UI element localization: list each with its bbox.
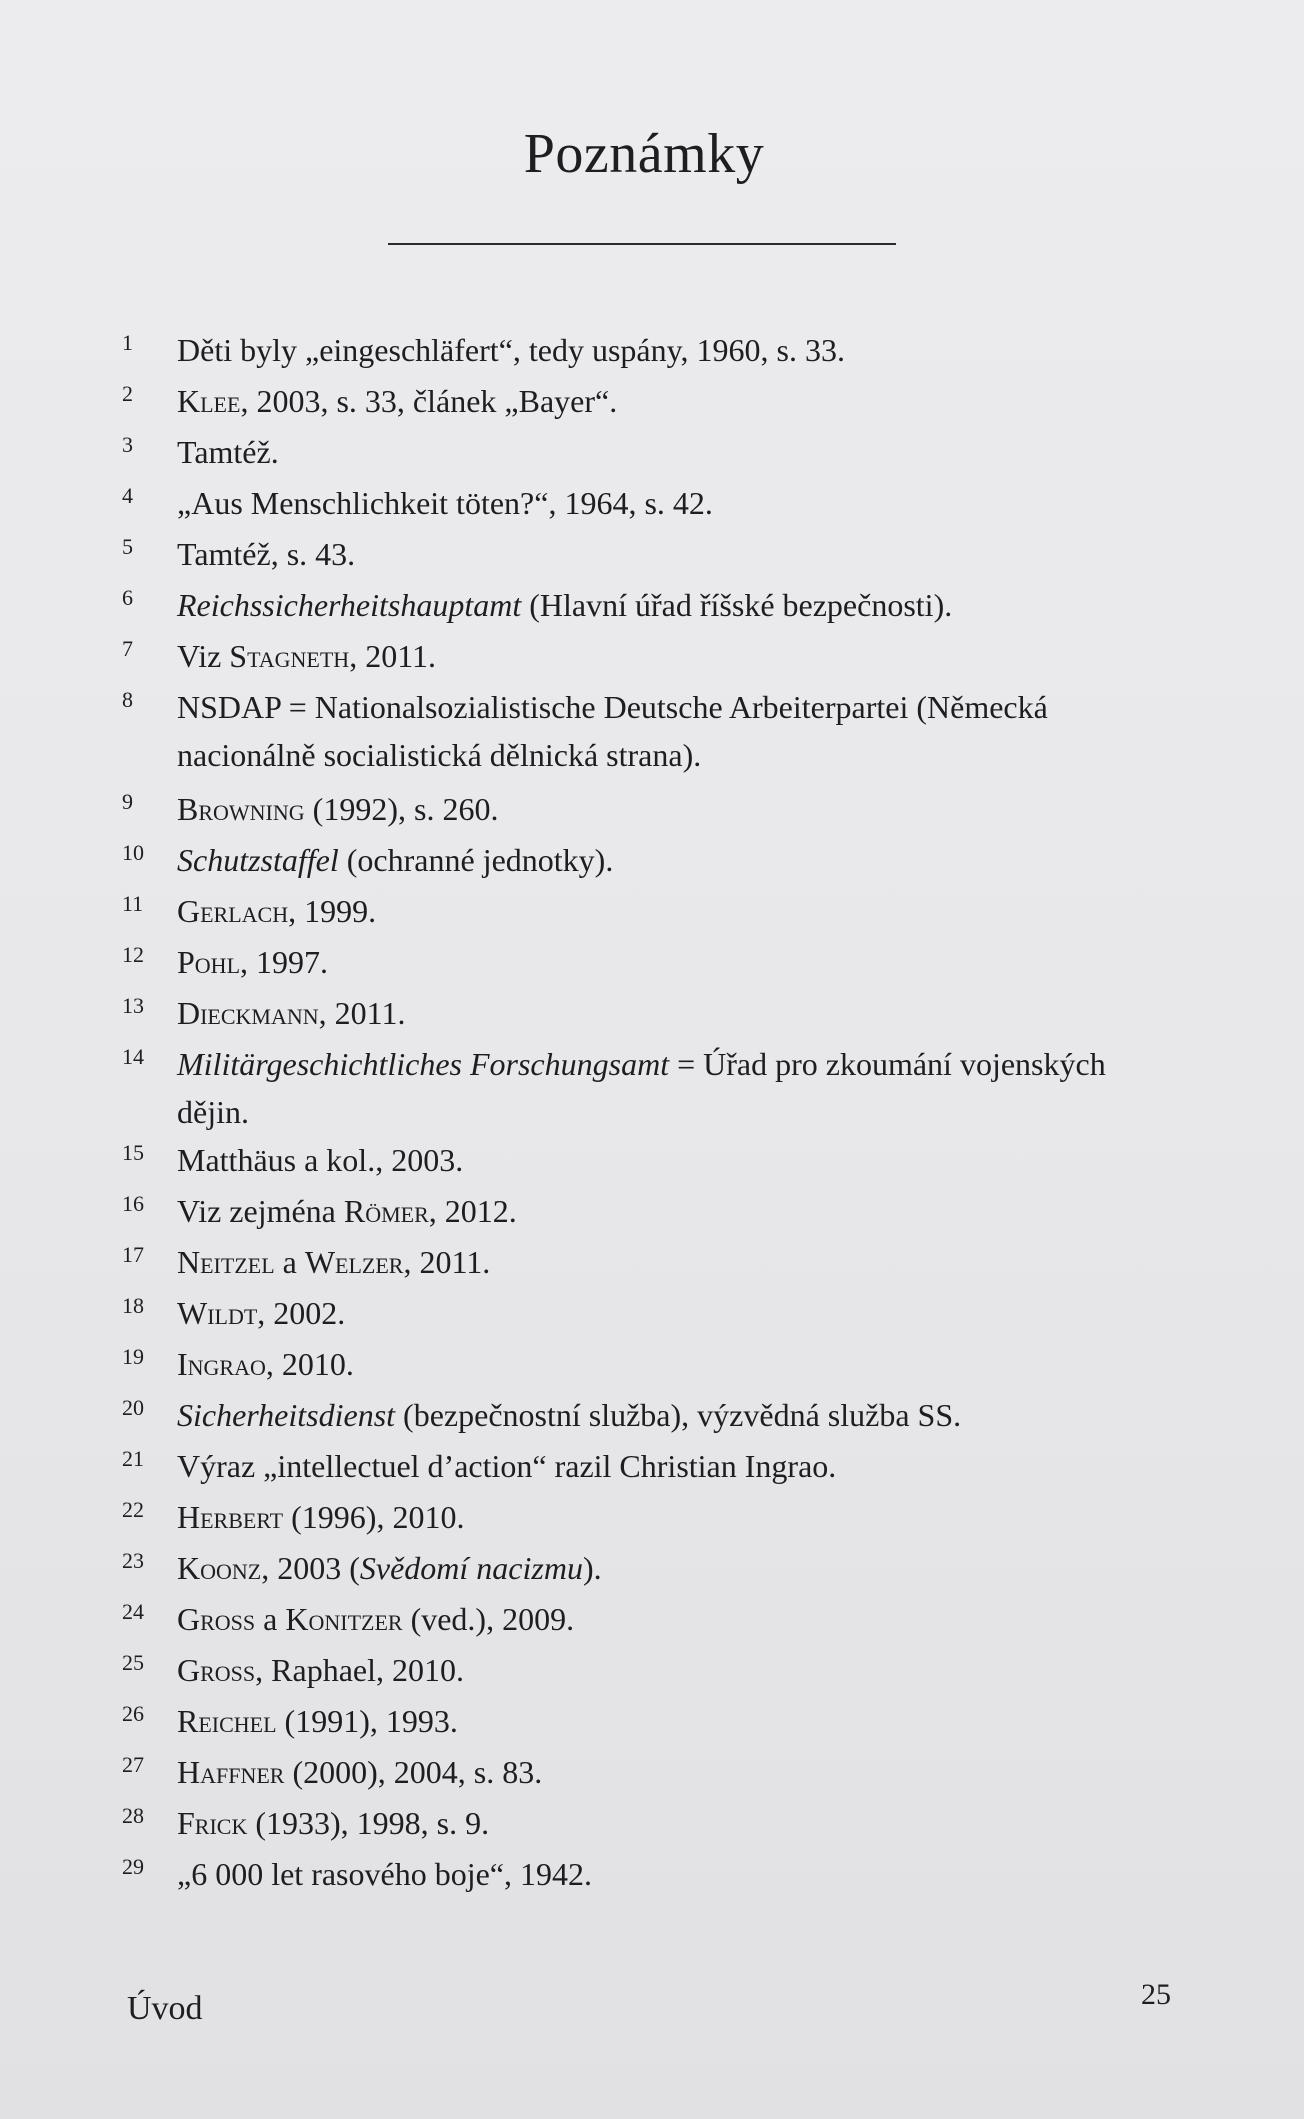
note-text bbox=[177, 638, 436, 674]
note-text bbox=[177, 1046, 1106, 1130]
note-text bbox=[177, 383, 617, 419]
italic-term: Svědomí nacizmu bbox=[359, 1550, 583, 1586]
note-text bbox=[177, 536, 355, 572]
note-text-part: , 2011. bbox=[349, 638, 436, 674]
note-item bbox=[0, 1850, 1304, 1901]
note-text bbox=[177, 944, 328, 980]
note-item bbox=[0, 785, 1304, 836]
note-text bbox=[177, 1295, 345, 1331]
italic-term: Schutzstaffel bbox=[177, 842, 339, 878]
author-name: Ingrao bbox=[177, 1346, 266, 1382]
author-name: Browning bbox=[177, 791, 305, 827]
note-text-part: , 2011. bbox=[318, 995, 406, 1031]
notes-list bbox=[0, 326, 1304, 1901]
note-item bbox=[0, 1748, 1304, 1799]
note-item bbox=[0, 1238, 1304, 1289]
note-item bbox=[0, 1646, 1304, 1697]
note-item bbox=[0, 530, 1304, 581]
note-item bbox=[0, 479, 1304, 530]
note-text-part: Viz bbox=[177, 638, 230, 674]
note-item bbox=[0, 1289, 1304, 1340]
author-name: Wildt bbox=[177, 1295, 258, 1331]
note-number: 4 bbox=[122, 483, 133, 508]
italic-term: Sicherheitsdienst bbox=[177, 1397, 396, 1433]
note-number: 24 bbox=[122, 1599, 144, 1624]
author-name: Konitzer bbox=[285, 1601, 403, 1637]
author-name: Gerlach bbox=[177, 893, 289, 929]
author-name: Herbert bbox=[177, 1499, 284, 1535]
author-name: Dieckmann bbox=[177, 995, 319, 1031]
note-text bbox=[177, 893, 376, 929]
note-number: 14 bbox=[122, 1044, 144, 1069]
title-divider bbox=[388, 243, 896, 245]
note-text-part: (2000), 2004, s. 83. bbox=[284, 1754, 543, 1790]
note-text-part: Tamtéž. bbox=[177, 434, 279, 470]
note-text-part: (1992), s. 260. bbox=[304, 791, 499, 827]
note-item bbox=[0, 683, 1304, 785]
note-text bbox=[177, 1499, 464, 1535]
author-name: Gross bbox=[177, 1652, 256, 1688]
note-number: 2 bbox=[122, 381, 133, 406]
note-number: 21 bbox=[122, 1446, 144, 1471]
note-text-part: (1933), 1998, s. 9. bbox=[247, 1805, 490, 1841]
note-text-part: , 2002. bbox=[257, 1295, 346, 1331]
note-number: 5 bbox=[122, 534, 133, 559]
note-text-part: a bbox=[255, 1601, 286, 1637]
note-item bbox=[0, 632, 1304, 683]
note-text bbox=[177, 1397, 961, 1433]
note-item bbox=[0, 836, 1304, 887]
note-text-part: Děti byly „eingeschläfert“, tedy uspány, 1960, s. 33. bbox=[177, 332, 845, 368]
note-number: 6 bbox=[122, 585, 133, 610]
note-text-part: (Hlavní úřad říšské bezpečnosti). bbox=[521, 587, 953, 623]
note-number: 28 bbox=[122, 1803, 144, 1828]
note-number: 19 bbox=[122, 1344, 144, 1369]
note-item bbox=[0, 1799, 1304, 1850]
author-name: Klee bbox=[177, 383, 241, 419]
author-name: Pohl bbox=[177, 944, 241, 980]
note-number: 3 bbox=[122, 432, 133, 457]
note-number: 18 bbox=[122, 1293, 144, 1318]
note-text-part: , 2011. bbox=[403, 1244, 491, 1280]
note-text-part: Tamtéž, s. 43. bbox=[177, 536, 356, 572]
note-number: 25 bbox=[122, 1650, 144, 1675]
note-item bbox=[0, 428, 1304, 479]
italic-term: Militärgeschichtliches Forschungsamt bbox=[177, 1046, 670, 1082]
note-text-part: (ochranné jednotky). bbox=[338, 842, 614, 878]
note-text bbox=[177, 995, 405, 1031]
author-name: Stagneth bbox=[229, 638, 350, 674]
page-number: 25 bbox=[1141, 1978, 1171, 2011]
note-number: 22 bbox=[122, 1497, 144, 1522]
note-text-part: ). bbox=[582, 1550, 602, 1586]
note-text-part: , 2012. bbox=[428, 1193, 517, 1229]
note-text bbox=[177, 1142, 463, 1178]
note-item bbox=[0, 938, 1304, 989]
note-text bbox=[177, 1856, 592, 1892]
note-item bbox=[0, 1595, 1304, 1646]
note-item bbox=[0, 887, 1304, 938]
note-text bbox=[177, 1193, 517, 1229]
note-number: 23 bbox=[122, 1548, 144, 1573]
note-number: 10 bbox=[122, 840, 144, 865]
note-text-part: , 1999. bbox=[288, 893, 377, 929]
note-text-part: Matthäus a kol., 2003. bbox=[177, 1142, 464, 1178]
note-number: 7 bbox=[122, 636, 133, 661]
note-text bbox=[177, 842, 613, 878]
note-item bbox=[0, 1040, 1304, 1136]
note-item bbox=[0, 581, 1304, 632]
note-text bbox=[177, 1805, 489, 1841]
author-name: Koonz bbox=[177, 1550, 262, 1586]
italic-term: Reichssicherheitshauptamt bbox=[177, 587, 522, 623]
note-number: 1 bbox=[122, 330, 133, 355]
note-number: 17 bbox=[122, 1242, 144, 1267]
note-item bbox=[0, 1391, 1304, 1442]
note-number: 26 bbox=[122, 1701, 144, 1726]
note-item bbox=[0, 1697, 1304, 1748]
author-name: Römer bbox=[343, 1193, 429, 1229]
author-name: Reichel bbox=[177, 1703, 277, 1739]
note-text bbox=[177, 791, 498, 827]
note-item bbox=[0, 326, 1304, 377]
page-title: Poznámky bbox=[523, 123, 765, 185]
note-text bbox=[177, 1550, 602, 1586]
note-text-part: , 2003 ( bbox=[261, 1550, 360, 1586]
note-text bbox=[177, 434, 279, 470]
footer-section-name: Úvod bbox=[127, 1990, 203, 2027]
note-text bbox=[177, 689, 1048, 773]
note-number: 27 bbox=[122, 1752, 144, 1777]
note-text-part: NSDAP = Nationalsozialistische Deutsche Arbeiterpartei (Německá nacionálně socialistická dělnická strana). bbox=[177, 689, 1048, 773]
note-text bbox=[177, 1448, 836, 1484]
note-text-part: Viz zejména bbox=[177, 1193, 344, 1229]
note-text-part: , Raphael, 2010. bbox=[255, 1652, 464, 1688]
note-text-part: (1991), 1993. bbox=[276, 1703, 458, 1739]
note-number: 9 bbox=[122, 789, 133, 814]
author-name: Gross bbox=[177, 1601, 256, 1637]
note-number: 15 bbox=[122, 1140, 144, 1165]
note-item bbox=[0, 1340, 1304, 1391]
note-text-part: , 1997. bbox=[240, 944, 329, 980]
note-text bbox=[177, 1754, 542, 1790]
note-text-part: a bbox=[274, 1244, 305, 1280]
note-text-part: „Aus Menschlichkeit töten?“, 1964, s. 42. bbox=[177, 485, 713, 521]
note-item bbox=[0, 1493, 1304, 1544]
note-item bbox=[0, 377, 1304, 428]
note-number: 29 bbox=[122, 1854, 144, 1879]
note-text-part: „6 000 let rasového boje“, 1942. bbox=[177, 1856, 592, 1892]
note-number: 8 bbox=[122, 687, 133, 712]
note-text bbox=[177, 1601, 574, 1637]
note-number: 12 bbox=[122, 942, 144, 967]
note-text bbox=[177, 1244, 490, 1280]
note-text bbox=[177, 1346, 354, 1382]
note-item bbox=[0, 1544, 1304, 1595]
note-text bbox=[177, 332, 845, 368]
author-name: Haffner bbox=[177, 1754, 285, 1790]
note-text-part: , 2003, s. 33, článek „Bayer“. bbox=[240, 383, 618, 419]
author-name: Neitzel bbox=[177, 1244, 275, 1280]
note-number: 13 bbox=[122, 993, 144, 1018]
note-item bbox=[0, 989, 1304, 1040]
author-name: Welzer bbox=[304, 1244, 404, 1280]
note-text bbox=[177, 1703, 458, 1739]
note-text-part: (bezpečnostní služba), výzvědná služba SS. bbox=[395, 1397, 962, 1433]
note-item bbox=[0, 1136, 1304, 1187]
note-text-part: (ved.), 2009. bbox=[402, 1601, 575, 1637]
note-text bbox=[177, 485, 713, 521]
note-text-part: (1996), 2010. bbox=[283, 1499, 465, 1535]
note-number: 11 bbox=[122, 891, 144, 916]
author-name: Frick bbox=[177, 1805, 248, 1841]
note-text-part: = Úřad pro zkoumání vojenských dějin. bbox=[177, 1046, 1106, 1130]
note-text bbox=[177, 587, 952, 623]
note-item bbox=[0, 1442, 1304, 1493]
note-number: 20 bbox=[122, 1395, 144, 1420]
note-text bbox=[177, 1652, 464, 1688]
note-number: 16 bbox=[122, 1191, 144, 1216]
note-item bbox=[0, 1187, 1304, 1238]
note-text-part: , 2010. bbox=[265, 1346, 354, 1382]
note-text-part: Výraz „intellectuel d’action“ razil Christian Ingrao. bbox=[177, 1448, 837, 1484]
